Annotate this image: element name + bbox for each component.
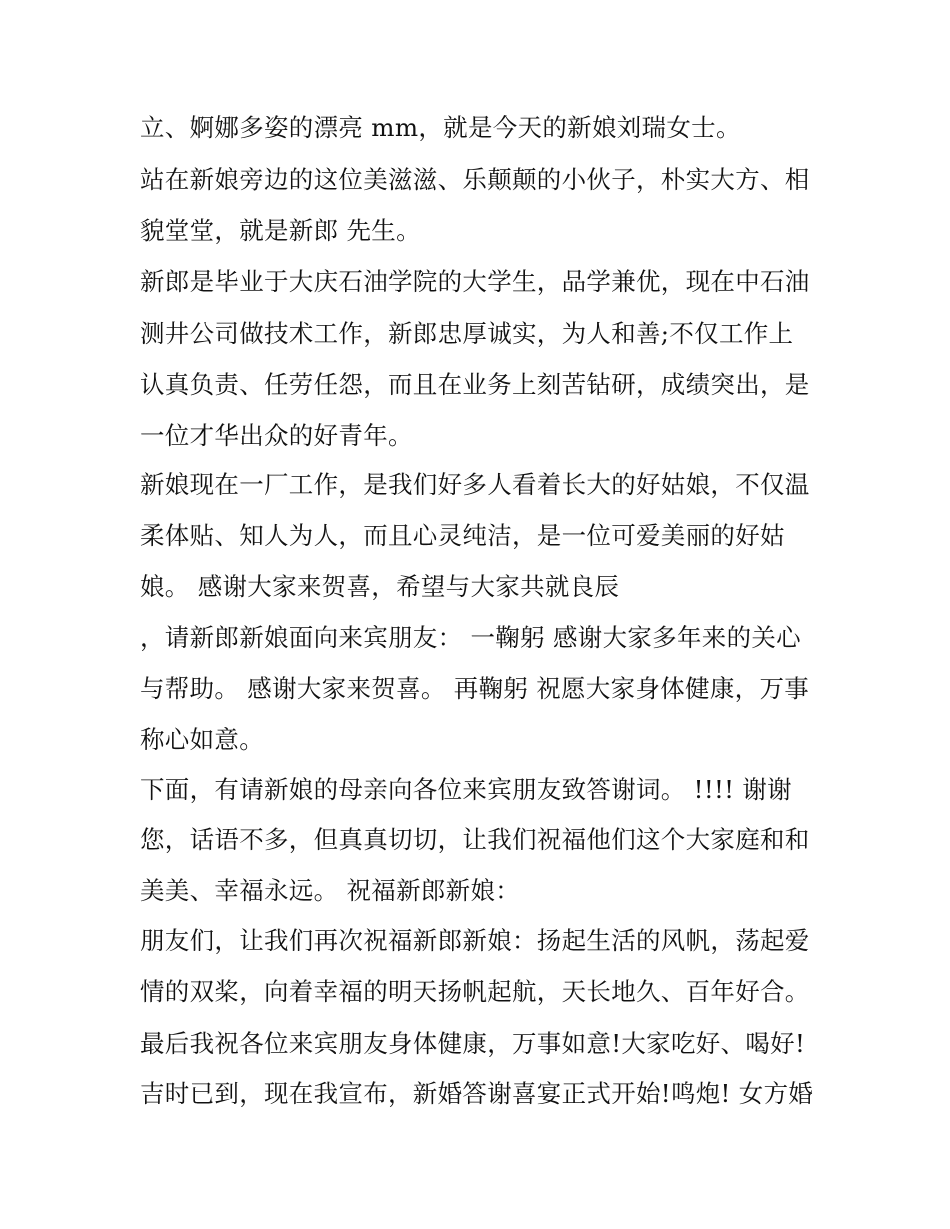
text-line: 新娘现在一厂工作，是我们好多人看着长大的好姑娘，不仅温 — [140, 470, 810, 499]
text-line: 您，话语不多，但真真切切，让我们祝福他们这个大家庭和和 — [140, 825, 810, 854]
text-line: 貌堂堂，就是新郎 先生。 — [140, 216, 421, 245]
text-line: 测井公司做技术工作，新郎忠厚诚实，为人和善;不仅工作上 — [140, 319, 794, 348]
text-line: 柔体贴、知人为人，而且心灵纯洁，是一位可爱美丽的好姑 — [140, 521, 785, 550]
text-line: 美美、幸福永远。 祝福新郎新娘： — [140, 876, 521, 905]
text-line: 情的双桨，向着幸福的明天扬帆起航，天长地久、百年好合。 — [140, 977, 810, 1006]
text-line: 一位才华出众的好青年。 — [140, 421, 413, 450]
text-line: 最后我祝各位来宾朋友身体健康，万事如意!大家吃好、喝好! — [140, 1029, 806, 1058]
text-line: 新郎是毕业于大庆石油学院的大学生，品学兼优，现在中石油 — [140, 267, 810, 296]
text-line: 认真负责、任劳任怨，而且在业务上刻苦钻研，成绩突出，是 — [140, 370, 810, 399]
text-line: 与帮助。 感谢大家来贺喜。 再鞠躬 祝愿大家身体健康，万事 — [140, 674, 810, 703]
text-line: 立、婀娜多姿的漂亮 mm，就是今天的新娘刘瑞女士。 — [140, 113, 741, 142]
text-line: 下面，有请新娘的母亲向各位来宾朋友致答谢词。 !!!! 谢谢 — [140, 775, 792, 804]
text-line: 吉时已到，现在我宣布，新婚答谢喜宴正式开始!鸣炮! 女方婚 — [140, 1079, 814, 1108]
text-line: 称心如意。 — [140, 725, 264, 754]
text-line: 站在新娘旁边的这位美滋滋、乐颠颠的小伙子，朴实大方、相 — [140, 165, 810, 194]
text-line: 朋友们，让我们再次祝福新郎新娘：扬起生活的风帆，荡起爱 — [140, 926, 810, 955]
text-line: ，请新郎新娘面向来宾朋友： 一鞠躬 感谢大家多年来的关心 — [140, 623, 801, 652]
text-line: 娘。 感谢大家来贺喜，希望与大家共就良辰 — [140, 572, 620, 601]
